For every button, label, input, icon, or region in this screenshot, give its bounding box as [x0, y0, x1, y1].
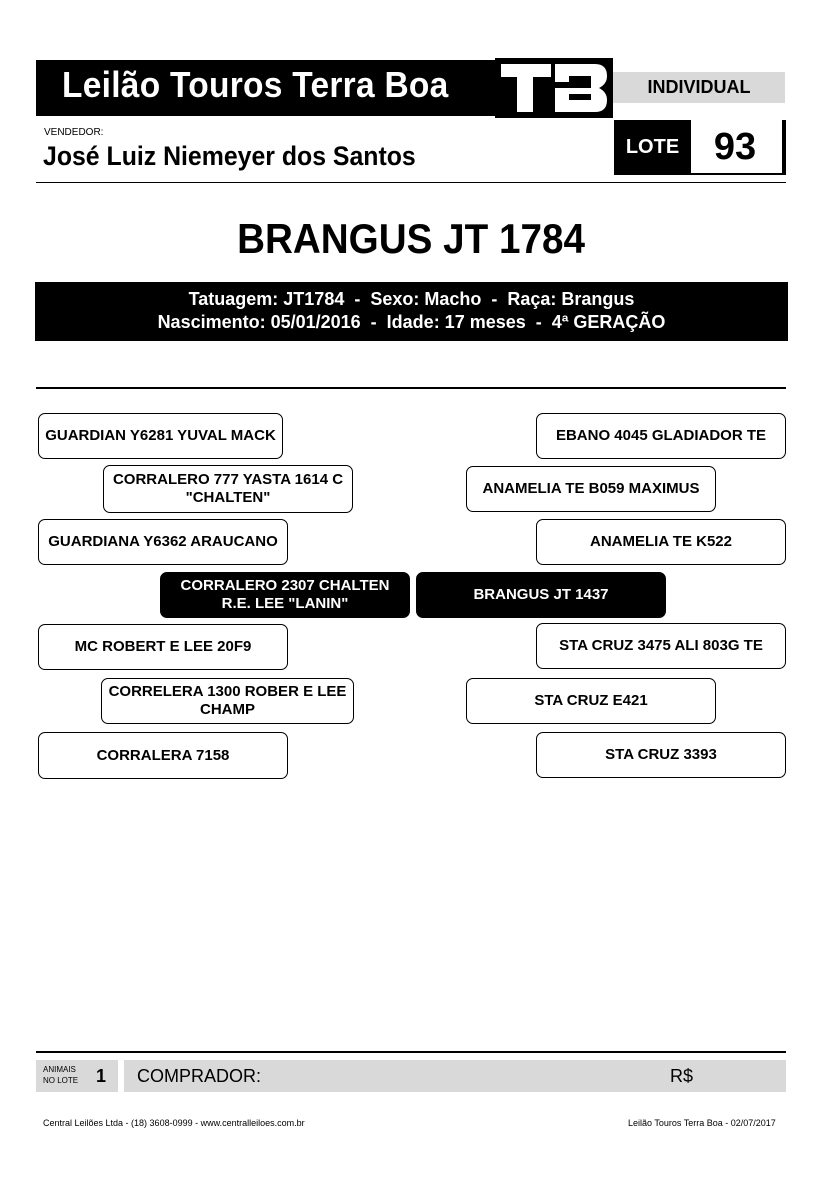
pedigree-sire-sire-dam: GUARDIANA Y6362 ARAUCANO	[38, 519, 288, 565]
animal-name: BRANGUS JT 1784	[237, 215, 585, 262]
company-info: Central Leilões Ltda - (18) 3608-0999 - www.centralleiloes.com.br	[43, 1118, 305, 1128]
auction-title: Leilão Touros Terra Boa	[62, 64, 449, 105]
pedigree-dam-dam-dam: STA CRUZ 3393	[536, 732, 786, 778]
animal-info-line-1: Tatuagem: JT1784 - Sexo: Macho - Raça: Brangus	[188, 289, 635, 309]
animal-info-line-2: Nascimento: 05/01/2016 - Idade: 17 meses - 4ª GERAÇÃO	[157, 312, 666, 332]
event-info: Leilão Touros Terra Boa - 02/07/2017	[628, 1118, 776, 1128]
seller-name: José Luiz Niemeyer dos Santos	[43, 141, 416, 171]
pedigree-sire: CORRALERO 2307 CHALTEN R.E. LEE "LANIN"	[160, 572, 410, 618]
pedigree-dam-sire-sire: EBANO 4045 GLADIADOR TE	[536, 413, 786, 459]
pedigree-dam-sire-dam: ANAMELIA TE K522	[536, 519, 786, 565]
seller-label: VENDEDOR:	[44, 127, 104, 138]
pedigree-sire-dam-sire: MC ROBERT E LEE 20F9	[38, 624, 288, 670]
animals-label-line-1: ANIMAIS	[43, 1065, 76, 1074]
pedigree-sire-sire: CORRALERO 777 YASTA 1614 C "CHALTEN"	[103, 465, 353, 513]
lot-label: LOTE	[614, 120, 691, 175]
animals-label	[43, 1064, 78, 1086]
buyer-label: COMPRADOR:	[137, 1066, 262, 1086]
pedigree-dam-dam-sire: STA CRUZ 3475 ALI 803G TE	[536, 623, 786, 669]
section-divider	[36, 387, 786, 389]
pedigree-sire-dam: CORRELERA 1300 ROBER E LEE CHAMP	[101, 678, 354, 724]
pedigree-dam-dam: STA CRUZ E421	[466, 678, 716, 724]
pedigree-dam: BRANGUS JT 1437	[416, 572, 666, 618]
animal-info-bar	[35, 282, 788, 341]
animals-count: 1	[96, 1066, 107, 1086]
header-divider	[36, 182, 786, 183]
lot-border-bottom	[614, 173, 786, 175]
lot-border	[782, 120, 786, 175]
lot-number: 93	[713, 126, 757, 168]
tb-logo	[495, 58, 613, 118]
currency-label: R$	[670, 1066, 694, 1086]
pedigree-dam-sire: ANAMELIA TE B059 MAXIMUS	[466, 466, 716, 512]
pedigree-sire-sire-sire: GUARDIAN Y6281 YUVAL MACK	[38, 413, 283, 459]
pedigree-sire-dam-dam: CORRALERA 7158	[38, 732, 288, 779]
category-badge: INDIVIDUAL	[613, 72, 785, 103]
animals-label-line-2: NO LOTE	[43, 1076, 79, 1085]
footer-divider	[36, 1051, 786, 1053]
